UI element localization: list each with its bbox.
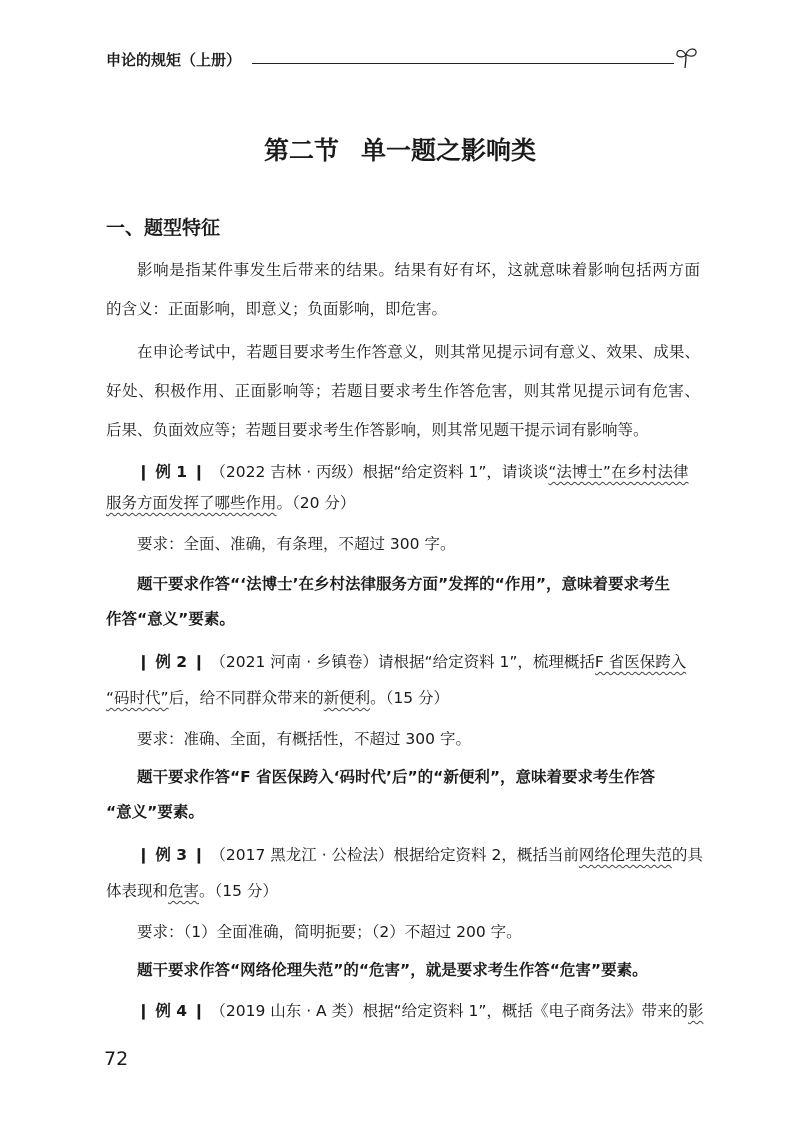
- example3-requirement: 要求：（1）全面准确，简明扼要；（2）不超过 200 字。: [137, 923, 522, 941]
- example3-score: 。（15 分）: [199, 882, 278, 900]
- section-title: [0, 133, 800, 169]
- example2-requirement: 要求：准确、全面，有概括性，不超过 300 字。: [137, 730, 471, 748]
- section-name: 单一题之影响类: [361, 136, 537, 165]
- example2-line2: [106, 686, 700, 710]
- example2-score: 。（15 分）: [370, 689, 449, 707]
- sprout-icon: [674, 46, 700, 70]
- example3-line2: [106, 879, 700, 903]
- example1-requirement: 要求：全面、准确，有条理，不超过 300 字。: [137, 535, 456, 553]
- example2-label: ❙ 例 2 ❙: [137, 653, 206, 671]
- example3-text2: 体表现和: [106, 882, 169, 900]
- example3-keyword: 网络伦理失范: [578, 846, 672, 864]
- example4-keyword: 影: [687, 1002, 704, 1020]
- running-header: [106, 48, 700, 72]
- example3-analysis-line1: 题干要求作答“网络伦理失范”的“危害”，就是要求考生作答“危害”要素。: [137, 961, 648, 979]
- example2-line1: [137, 650, 700, 674]
- intro-p1-line2: 的含义：正面影响，即意义；负面影响，即危害。: [106, 300, 448, 318]
- example2-keyword2: 新便利: [323, 689, 371, 707]
- header-book-title: 申论的规矩（上册）: [106, 51, 242, 69]
- example1-keyword: “法博士”在乡村法律: [548, 463, 689, 481]
- example4-label: ❙ 例 4 ❙: [137, 1002, 206, 1020]
- example3-label: ❙ 例 3 ❙: [137, 846, 206, 864]
- example1-keyword-cont: 服务方面发挥了哪些作用: [106, 494, 277, 512]
- example1-text: （2022 吉林 · 丙级）根据“给定资料 1”，请谈谈: [210, 463, 549, 481]
- example2-analysis-line1: 题干要求作答“F 省医保跨入‘码时代’后”的“新便利”，意味着要求考生作答: [137, 768, 656, 786]
- page-number: 72: [104, 1048, 129, 1070]
- example2-text: （2021 河南 · 乡镇卷）请根据“给定资料 1”，梳理概括: [210, 653, 595, 671]
- example1-score: 。（20 分）: [276, 494, 356, 512]
- example3-text: （2017 黑龙江 · 公检法）根据给定资料 2，概括当前: [210, 846, 579, 864]
- subheading: 一、题型特征: [106, 217, 221, 239]
- example1-analysis-line2: 作答“意义”要素。: [106, 610, 235, 628]
- intro-p2-line2: 好处、积极作用、正面影响等；若题目要求考生作答危害，则其常见提示词有危害、: [106, 382, 700, 400]
- example1-label: ❙ 例 1 ❙: [137, 463, 206, 481]
- example1-line1: [137, 460, 700, 484]
- example4-law: 《电子商务法》: [532, 1002, 642, 1020]
- intro-p2-line1: 在申论考试中，若题目要求考生作答意义，则其常见提示词有意义、效果、成果、: [137, 343, 700, 361]
- example1-line2: [106, 491, 700, 515]
- header-rule: [252, 63, 674, 64]
- example2-keyword-cont: “码时代”: [106, 689, 169, 707]
- example2-text-mid: 后，给不同群众带来的: [168, 689, 324, 707]
- example3-line1: [137, 843, 703, 867]
- section-number: 第二节: [263, 136, 339, 165]
- example3-text-end: 的具: [671, 846, 703, 864]
- example4-line1: [137, 999, 704, 1023]
- intro-p1-line1: 影响是指某件事发生后带来的结果。结果有好有坏，这就意味着影响包括两方面: [137, 261, 700, 279]
- example1-analysis-line1: 题干要求作答“‘法博士’在乡村法律服务方面”发挥的“作用”，意味着要求考生: [137, 575, 671, 593]
- example4-text-mid: 带来的: [641, 1002, 688, 1020]
- example3-keyword2: 危害: [168, 882, 200, 900]
- intro-p2-line3: 后果、负面效应等；若题目要求考生作答影响，则其常见题干提示词有影响等。: [106, 421, 649, 439]
- example2-keyword: F 省医保跨入: [594, 653, 687, 671]
- example4-text: （2019 山东 · A 类）根据“给定资料 1”，概括: [210, 1002, 533, 1020]
- example2-analysis-line2: “意义”要素。: [106, 803, 204, 821]
